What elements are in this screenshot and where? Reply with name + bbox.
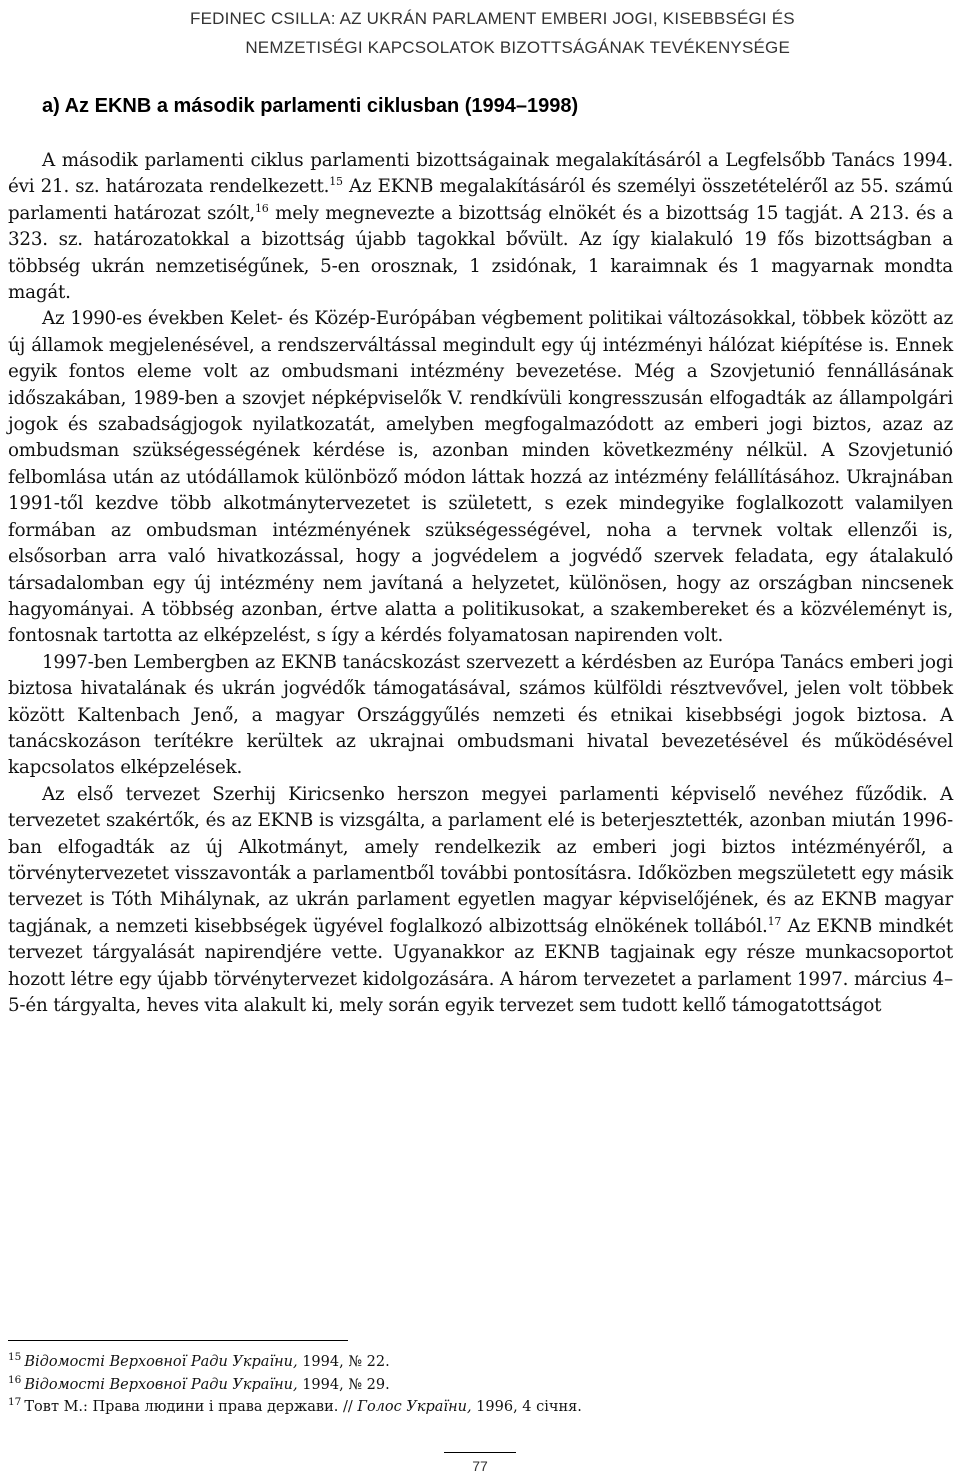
footnote-ref-16[interactable]: 16 — [254, 201, 269, 215]
paragraph-4-part-b: Az EKNB mindkét tervezet tárgyalását napirendjére vette. Ugyanakkor az EKNB tagjainak egy része munkacsoportot hozott létre egy újabb törvénytervezet kidolgozására. A három tervezetet a parlament 1997. március 4–5-én tárgyalta, heves vita alakult ki, mely során egyik tervezet sem tudott kellő támogatottságot — [8, 915, 954, 1016]
paragraph-1 — [8, 148, 953, 306]
running-header-line-2: NEMZETISÉGI KAPCSOLATOK BIZOTTSÁGÁNAK TEVÉKENYSÉGE — [245, 38, 790, 57]
footnotes — [8, 1351, 948, 1419]
footnote-author-work: Товт М.: Права людини і права держави. // — [24, 1399, 358, 1415]
footnote-source-title: Голос України, — [357, 1399, 472, 1415]
footnote-ref-17[interactable]: 17 — [767, 914, 782, 928]
body-text — [8, 148, 953, 1019]
paragraph-1-part-a: A második parlamenti ciklus parlamenti bizottságainak megalakításáról a Legfelsőbb Tanács 1994. évi 21. sz. határozata rendelkezett. — [8, 150, 953, 198]
paragraph-1-part-b: Az EKNB megalakításáról és személyi összetételéről az 55. számú parlamenti határozat szólt, — [8, 176, 953, 224]
paragraph-4 — [8, 782, 953, 1020]
footnote-number: 15 — [8, 1351, 22, 1364]
footnote-source-title: Відомості Верховної Ради України, — [24, 1354, 298, 1370]
footnote-number: 17 — [8, 1396, 22, 1409]
footnote-15 — [8, 1351, 948, 1374]
paragraph-1-part-c: mely megnevezte a bizottság elnökét és a bizottság 15 tagját. A 213. és a 323. sz. határozatokkal a bizottság újabb tagokkal bővült. Az így kialakuló 19 fős bizottságban a többség ukrán nemzetiségűnek, 5-en orosznak, 1 zsidónak, 1 karaimnak és 1 magyarnak mondta magát. — [8, 202, 953, 304]
footnote-number: 16 — [8, 1373, 22, 1386]
footnote-ref-15[interactable]: 15 — [329, 175, 343, 189]
page-number: 77 — [472, 1458, 488, 1474]
footnote-16 — [8, 1374, 948, 1397]
running-header-line-1: FEDINEC CSILLA: AZ UKRÁN PARLAMENT EMBERI JOGI, KISEBBSÉGI ÉS — [190, 9, 795, 28]
paragraph-2: Az 1990-es években Kelet- és Közép-Európában végbement politikai változásokkal, többek között az új államok megjelenésével, a rendszerváltással megindult egy új intézményi hálózat kiépítése is. Ennek egyik fontos eleme volt az ombudsmani intézmény bevezetése. Még a Szovjetunió fennállásának időszakában, 1989-ben a szovjet népképviselők V. rendkívüli kongresszusán elfogadták az állampolgári jogok és szabadságjogok nyilatkozatát, amelyben megfogalmazódott az emberi jogi biztos, azaz az ombudsman szükségességének kérdése is, azonban minden következmény nélkül. A Szovjetunió felbomlása után az utódállamok különböző módon láttak hozzá az intézmény felállításához. Ukrajnában 1991-től kezdve több alkotmánytervezetet is született, s ezek mindegyike foglalkozott valamilyen formában az ombudsman intézményének szükségességével, noha a tervnek voltak ellenzői is, elsősorban arra való hivatkozással, hogy a jogvédelem a jogvédő szervek feladata, egy átalakuló társadalomban egy új intézmény nem javítaná a helyzetet, különösen, hogy az országban nincsenek hagyományai. A többség azonban, értve alatta a politikusokat, a szakembereket és a közvéleményt is, fontosnak tartotta az elképzelést, s így a kérdés folyamatosan napirenden volt. — [8, 308, 953, 647]
footnote-details: 1994, № 22. — [297, 1354, 390, 1370]
section-heading: a) Az EKNB a második parlamenti ciklusban (1994–1998) — [42, 95, 579, 117]
footnote-separator — [8, 1340, 348, 1341]
page-number-box — [444, 1452, 516, 1483]
footnote-details: 1996, 4 січня. — [471, 1399, 582, 1415]
paragraph-4-part-a: Az első tervezet Szerhij Kiricsenko herszon megyei parlamenti képviselő nevéhez fűződik. A tervezetet szakértők, és az EKNB is vizsgálta, a parlament elé is beterjesztették, azonban miután 1996-ban elfogadták az új Alkotmányt, amely rendelkezik az emberi jogi biztos intézményéről, a törvénytervezetet visszavonták a parlamentből további pontosításra. Időközben megszületett egy másik tervezet is Tóth Mihálynak, az ukrán parlament egyetlen magyar képviselőjének, és az EKNB magyar tagjának, a nemzeti kisebbségek ügyével foglalkozó albizottság elnökének tollából. — [8, 783, 953, 937]
footnote-details: 1994, № 29. — [297, 1376, 390, 1393]
running-header — [190, 4, 795, 62]
footnote-17 — [8, 1396, 948, 1419]
paragraph-3: 1997-ben Lembergben az EKNB tanácskozást szervezett a kérdésben az Európa Tanács emberi jogi biztosa hivatalának és ukrán jogvédők támogatásával, számos külföldi résztvevővel, jelen volt többek között Kaltenbach Jenő, a magyar Országgyűlés nemzeti és etnikai kisebbségi jogok biztosa. A tanácskozáson terítékre kerültek az ukrajnai ombudsmani hivatal bevezetésével és működésével kapcsolatos elképzelések. — [8, 651, 953, 779]
footnote-source-title: Відомості Верховної Ради України, — [24, 1376, 298, 1393]
